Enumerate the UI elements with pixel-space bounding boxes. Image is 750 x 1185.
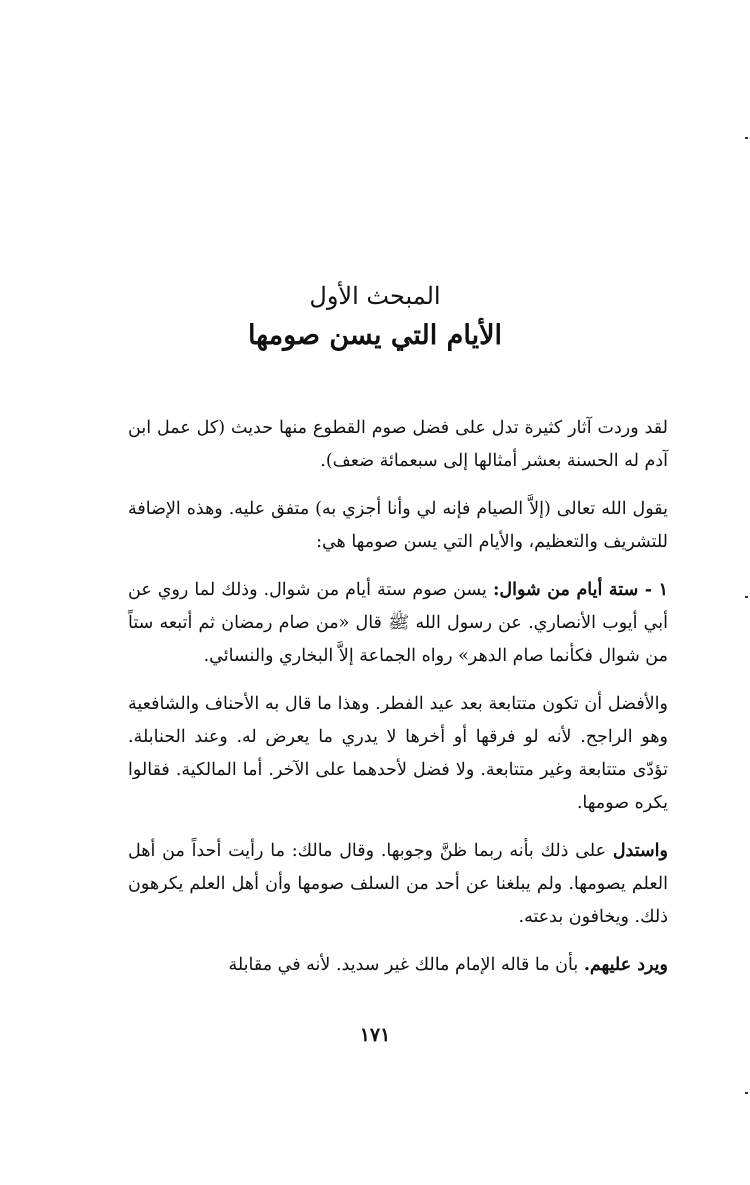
paragraph-2: [128, 493, 668, 559]
paragraph-lead: واستدل: [612, 841, 668, 861]
scan-edge-mark: [745, 1092, 748, 1094]
section-heading: [0, 278, 750, 356]
paragraph-text: يقول الله تعالى (إلاَّ الصيام فإنه لي وأنا أجزي به) متفق عليه. وهذه الإضافة للتشريف والتعظيم، والأيام التي يسن صومها هي:: [128, 499, 668, 552]
body-text: [128, 412, 668, 997]
paragraph-text: لقد وردت آثار كثيرة تدل على فضل صوم القطوع منها حديث (كل عمل ابن آدم له الحسنة بعشر أمثالها إلى سبعمائة ضعف).: [128, 418, 668, 471]
scan-edge-mark: [745, 137, 748, 139]
paragraph-lead: ويرد عليهم.: [583, 955, 668, 975]
paragraph-lead: ١ - ستة أيام من شوال:: [492, 580, 668, 600]
page-number: ١٧١: [359, 1024, 391, 1046]
paragraph-text: يسن صوم ستة أيام من شوال. وذلك لما روي عن أبي أيوب الأنصاري. عن رسول الله ﷺ قال «من صام رمضان ثم أتبعه ستاً من شوال فكأنما صام الدهر» رواه الجماعة إلاَّ البخاري والنسائي.: [128, 580, 668, 666]
paragraph-3: [128, 574, 668, 673]
paragraph-text: على ذلك بأنه ربما ظنَّ وجوبها. وقال مالك: ما رأيت أحداً من أهل العلم يصومها. ولم يبلغنا عن أحد من السلف صومها وأن أهل العلم يكرهون ذلك. ويخافون بدعته.: [128, 841, 668, 927]
scan-edge-mark: [745, 596, 748, 598]
paragraph-text: والأفضل أن تكون متتابعة بعد عيد الفطر. وهذا ما قال به الأحناف والشافعية وهو الراجح. لأنه لو فرقها أو أخرها لا يدري ما يعرض له. وعند الحنابلة. تؤدّى متتابعة وغير متتابعة. ولا فضل لأحدهما على الآخر. أما المالكية. فقالوا يكره صومها.: [128, 694, 668, 813]
paragraph-1: [128, 412, 668, 478]
paragraph-4: [128, 688, 668, 820]
paragraph-text: بأن ما قاله الإمام مالك غير سديد. لأنه في مقابلة: [228, 955, 584, 975]
paragraph-5: [128, 835, 668, 934]
section-title: الأيام التي يسن صومها: [247, 320, 503, 351]
section-subtitle: المبحث الأول: [309, 282, 441, 310]
paragraph-6: [128, 949, 668, 982]
